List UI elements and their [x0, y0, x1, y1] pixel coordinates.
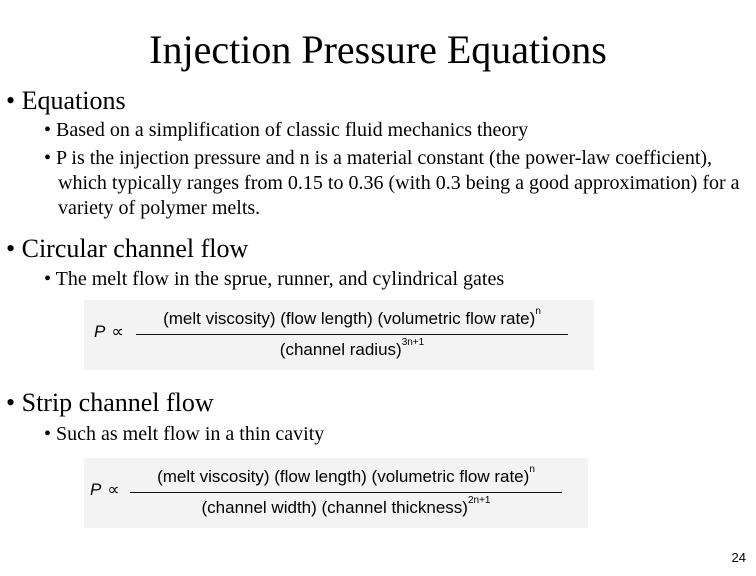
equation-denominator: (channel radius)$^{3n+1}$: [279, 337, 425, 359]
page-number: 24: [731, 550, 746, 565]
bullet-strip-sub1: [44, 422, 744, 447]
bullet-circular-flow: • Circular channel flow: [6, 234, 249, 263]
fraction-bar: [130, 492, 562, 493]
fraction-bar: [136, 334, 568, 335]
equation-lhs: P ∝: [94, 322, 125, 341]
bullet-equations-sub2: [44, 146, 744, 221]
bullet-circular-sub1: [44, 267, 744, 292]
bullet-text: • The melt flow in the sprue, runner, and cylindrical gates: [44, 268, 505, 290]
bullet-text: • Such as melt flow in a thin cavity: [44, 423, 325, 445]
slide-title: Injection Pressure Equations: [149, 27, 607, 72]
bullet-text: • P is the injection pressure and n is a material constant (the power-law coefficient), which typically ranges from 0.15 to 0.36 (with 0.3 being a good approximation) for a variety of polymer melts.: [44, 147, 740, 219]
equation-strip: [84, 458, 588, 528]
equation-circular: [84, 300, 594, 370]
equation-numerator: (melt viscosity) (flow length) (volumetric flow rate)$^n$: [163, 306, 541, 328]
bullet-equations-sub1: [44, 118, 744, 143]
equation-denominator: (channel width) (channel thickness)$^{2n+1}$: [201, 495, 491, 517]
bullet-text: • Based on a simplification of classic fluid mechanics theory: [44, 119, 529, 141]
bullet-strip-flow: • Strip channel flow: [6, 388, 214, 417]
equation-lhs: P ∝: [90, 480, 121, 499]
bullet-equations: • Equations: [6, 86, 126, 115]
equation-numerator: (melt viscosity) (flow length) (volumetric flow rate)$^n$: [157, 464, 535, 486]
